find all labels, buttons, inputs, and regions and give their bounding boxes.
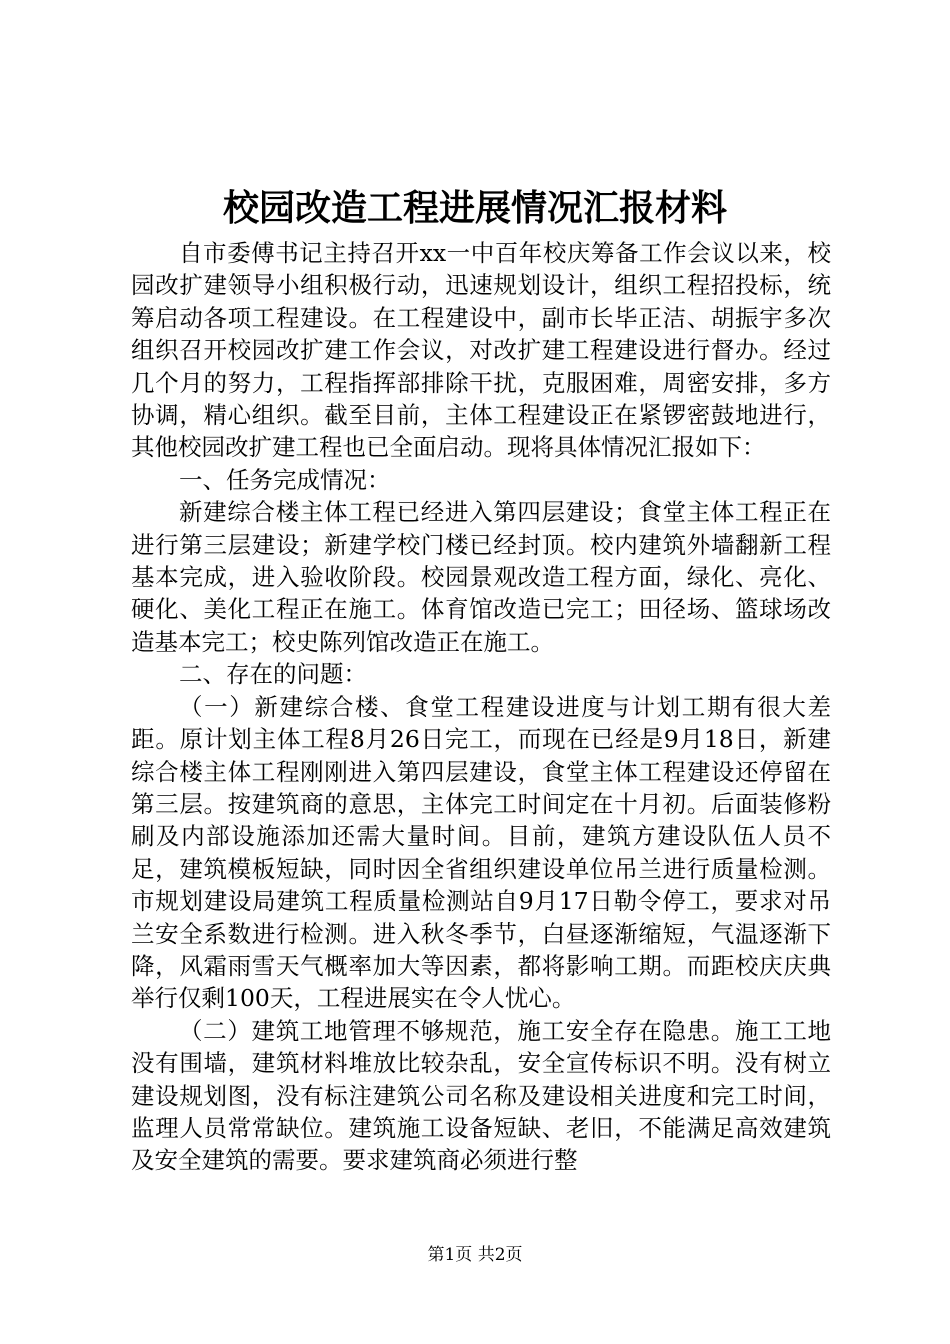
paragraph-problem-1: （一）新建综合楼、食堂工程建设进度与计划工期有很大差距。原计划主体工程8月26日完工，而现在已经是9月18日，新建综合楼主体工程刚刚进入第四层建设，食堂主体工程建设还停留在第三层。按建筑商的意思，主体完工时间定在十月初。后面装修粉刷及内部设施添加还需大量时间。目前，建筑方建设队伍人员不足，建筑模板短缺，同时因全省组织建设单位吊兰进行质量检测。市规划建设局建筑工程质量检测站自9月17日勒令停工，要求对吊兰安全系数进行检测。进入秋冬季节，白昼逐渐缩短，气温逐渐下降，风霜雨雪天气概率加大等因素，都将影响工期。而距校庆庆典举行仅剩100天，工程进展实在令人忧心。: [131, 692, 831, 1013]
section-heading-problems: 二、存在的问题：: [179, 660, 367, 689]
section-heading-tasks: 一、任务完成情况：: [179, 465, 391, 494]
page-number-footer: 第1页 共2页: [427, 1245, 523, 1265]
paragraph-intro: 自市委傅书记主持召开xx一中百年校庆筹备工作会议以来，校园改扩建领导小组积极行动，迅速规划设计，组织工程招投标，统筹启动各项工程建设。在工程建设中，副市长毕正洁、胡振宇多次组织召开校园改扩建工作会议，对改扩建工程建设进行督办。经过几个月的努力，工程指挥部排除干扰，克服困难，周密安排，多方协调，精心组织。截至目前，主体工程建设正在紧锣密鼓地进行，其他校园改扩建工程也已全面启动。现将具体情况汇报如下：: [131, 239, 831, 462]
document-body: [131, 237, 831, 1177]
document-title: 校园改造工程进展情况汇报材料: [222, 187, 727, 229]
paragraph-problem-2: （二）建筑工地管理不够规范，施工安全存在隐患。施工工地没有围墙，建筑材料堆放比较杂乱，安全宣传标识不明。没有树立建设规划图，没有标注建筑公司名称及建设相关进度和完工时间，监理人员常常缺位。建筑施工设备短缺、老旧，不能满足高效建筑及安全建筑的需要。要求建筑商必须进行整: [131, 1016, 831, 1175]
paragraph-tasks: 新建综合楼主体工程已经进入第四层建设；食堂主体工程正在进行第三层建设；新建学校门楼已经封顶。校内建筑外墙翻新工程基本完成，进入验收阶段。校园景观改造工程方面，绿化、亮化、硬化、美化工程正在施工。体育馆改造已完工；田径场、篮球场改造基本完工；校史陈列馆改造正在施工。: [131, 498, 831, 656]
